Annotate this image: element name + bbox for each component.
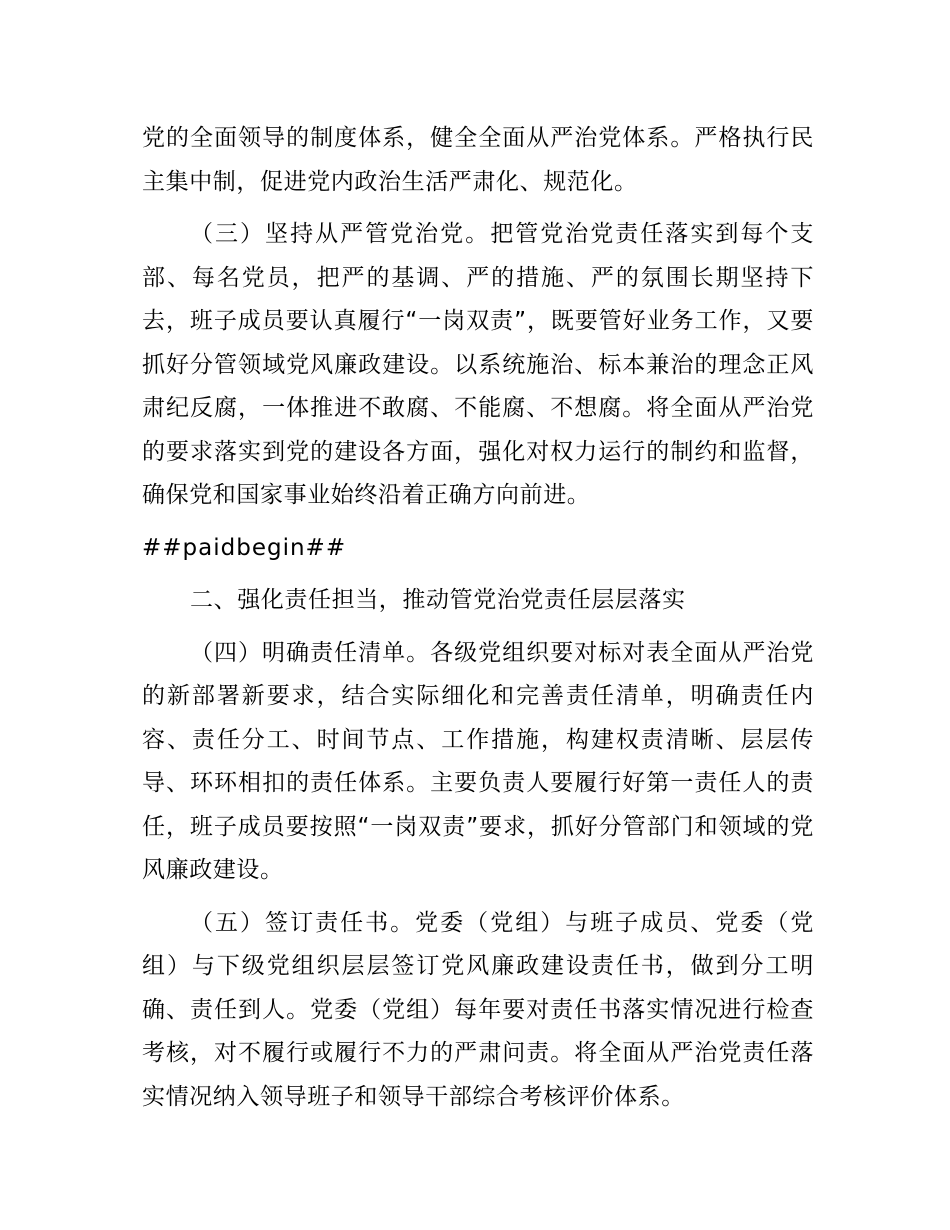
paragraph-continuation: 党的全面领导的制度体系，健全全面从严治党体系。严格执行民主集中制，促进党内政治生活严肃化、规范化。: [142, 125, 814, 195]
section-heading-two: 二、强化责任担当，推动管党治党责任层层落实: [190, 587, 686, 613]
paragraph-section-four: （四）明确责任清单。各级党组织要对标对表全面从严治党的新部署新要求，结合实际细化和完善责任清单，明确责任内容、责任分工、时间节点、工作措施，构建权责清晰、层层传导、环环相扣的责任体系。主要负责人要履行好第一责任人的责任，班子成员要按照“一岗双责”要求，抓好分管部门和领域的党风廉政建设。: [142, 639, 814, 883]
paid-begin-marker: ##paidbegin##: [142, 534, 347, 561]
paragraph-section-five: （五）签订责任书。党委（党组）与班子成员、党委（党组）与下级党组织层层签订党风廉政建设责任书，做到分工明确、责任到人。党委（党组）每年要对责任书落实情况进行检查考核，对不履行或履行不力的严肃问责。将全面从严治党责任落实情况纳入领导班子和领导干部综合考核评价体系。: [142, 909, 814, 1110]
paragraph-section-three: （三）坚持从严管党治党。把管党治党责任落实到每个支部、每名党员，把严的基调、严的措施、严的氛围长期坚持下去，班子成员要认真履行“一岗双责”，既要管好业务工作，又要抓好分管领域党风廉政建设。以系统施治、标本兼治的理念正风肃纪反腐，一体推进不敢腐、不能腐、不想腐。将全面从严治党的要求落实到党的建设各方面，强化对权力运行的制约和监督，确保党和国家事业始终沿着正确方向前进。: [142, 221, 814, 508]
document-body: [142, 117, 814, 1128]
